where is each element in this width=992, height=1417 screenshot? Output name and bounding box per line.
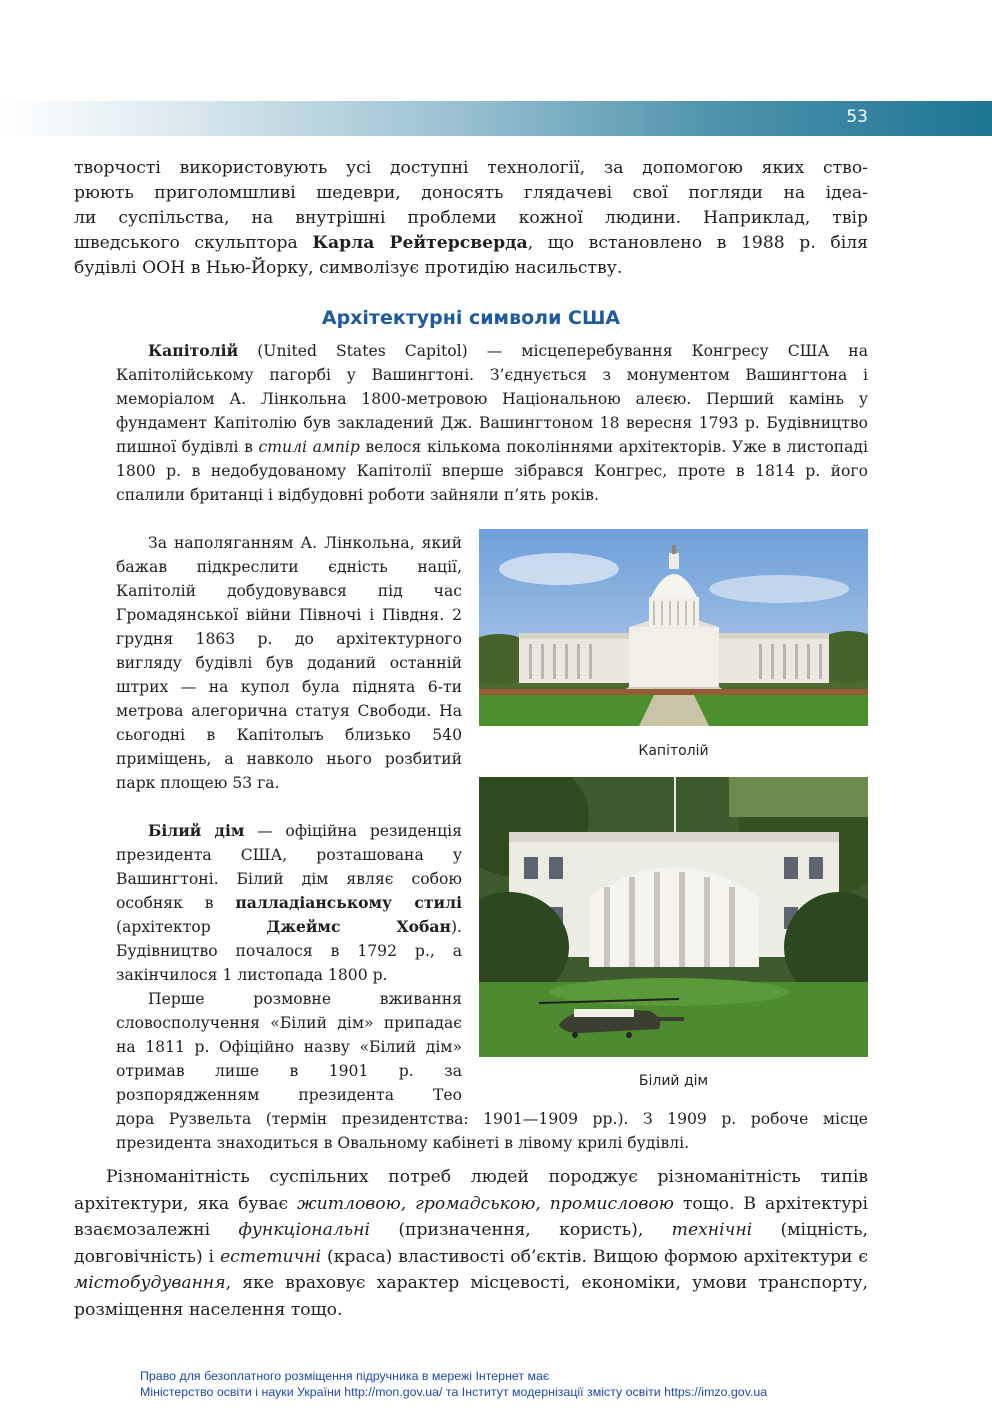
architecture-types: житловою, громадською, промисловою	[297, 1193, 674, 1214]
intro-line: творчості використовують усі доступні технології, за допомогою яких ство-	[74, 158, 868, 178]
page-header-band	[0, 101, 992, 136]
intro-line: ли суспільства, на внутрішні проблеми кожної людини. Наприклад, твір	[74, 208, 868, 228]
white-house-paragraph-2: Перше розмовне вживання словосполучення «Білий дім» припадає на 1811 р. Офіційно назву «Білий дім» отримав лише в 1901 р. за розпорядженням президента Тео	[116, 990, 462, 1104]
white-house-photo	[479, 777, 868, 1057]
intro-line: рюють приголомшливі шедеври, доносять глядачеві свої погляди на ідеа-	[74, 183, 868, 203]
capitol-photo	[479, 529, 868, 726]
capitol-term: Капітолій	[148, 341, 239, 360]
footer-line-2: Міністерство освіти і науки України http://mon.gov.ua/ та Інститут модернізації змісту освіти https://imzo.gov.ua	[140, 1385, 768, 1399]
footer-line-1: Право для безоплатного розміщення підручника в мережі Інтернет має	[140, 1369, 550, 1383]
section-title: Архітектурні символи США	[321, 307, 621, 329]
intro-line: шведського скульптора Карла Рейтерсверда, що встановлено в 1988 р. біля	[74, 233, 868, 253]
capitol-caption: Капітолій	[638, 743, 709, 759]
architect-name: Джеймс Хобан	[266, 917, 451, 936]
white-house-paragraph-2-cont: дора Рузвельта (термін президентства: 1901—1909 рр.). З 1909 р. робоче місце президента знаходиться в Овальному кабінеті в лівому крилі будівлі.	[116, 1110, 868, 1152]
intro-line: будівлі ООН в Нью-Йорку, символізує протидію насильству.	[74, 258, 623, 278]
aesthetic-term: естетичні	[219, 1246, 322, 1267]
closing-paragraph: Різноманітність суспільних потреб людей породжує різноманітність типів архітектури, яка буває житловою, громадською, промисловою тощо. В архітектурі взаємозалежні функціональні (призначення, користь), технічні (міцність, довговічність) і естетичні (краса) властивості об’єктів. Вищою формою архітектури є містобудування, яке враховує характер місцевості, економіки, умови транспорту, розміщення населення тощо.	[74, 1167, 868, 1320]
technical-term: технічні	[671, 1220, 753, 1240]
empire-style-term: стилі ампір	[258, 438, 360, 456]
white-house-paragraph: Білий дім — офіційна резиденція президента США, розташована у Вашингтоні. Білий дім являє собою особняк в палладіанському стилі (архітектор Джеймс Хобан). Будівництво почалося в 1792 р., а закінчилося 1 листопада 1800 р.	[116, 821, 462, 984]
capitol-paragraph: Капітолій (United States Capitol) — місцеперебування Конгресу США на Капітолійському пагорбі у Вашингтоні. З’єднується з монументом Вашингтона і меморіалом А. Лінкольна 1800-метровою Національною алеєю. Перший камінь у фундамент Капітолію був закладений Дж. Вашингтоном 18 вересня 1793 р. Будівництво пишної будівлі в стилі ампір велося кількома поколіннями архітекторів. Уже в листопаді 1800 р. в недобудованому Капітолії вперше зібрався Конгрес, проте в 1814 р. його спалили британці і відбудовні роботи зайняли п’ять років.	[116, 341, 868, 504]
footer-notice	[140, 1368, 900, 1400]
white-house-caption: Білий дім	[638, 1073, 709, 1089]
functional-term: функціональні	[238, 1220, 370, 1240]
sculptor-name: Карла Рейтерсверда	[312, 233, 528, 253]
capitol-paragraph-2: За наполяганням А. Лінкольна, який бажав підкреслити єдність нації, Капітолій добудовувався під час Громадянської війни Півночі і Півдня. 2 грудня 1863 р. до архітектурного вигляду будівлі був доданий останній штрих — на купол була піднята 6-ти метрова алегорична статуя Свободи. На сьогодні в Капітолыъ близько 540 приміщень, а навколо нього розбитий парк площею 53 га.	[116, 534, 462, 792]
white-house-term: Білий дім	[148, 821, 245, 840]
urban-planning-term: містобудування	[74, 1273, 226, 1293]
palladian-style-term: палладіанському стилі	[235, 893, 462, 912]
page-number: 53	[846, 107, 868, 127]
